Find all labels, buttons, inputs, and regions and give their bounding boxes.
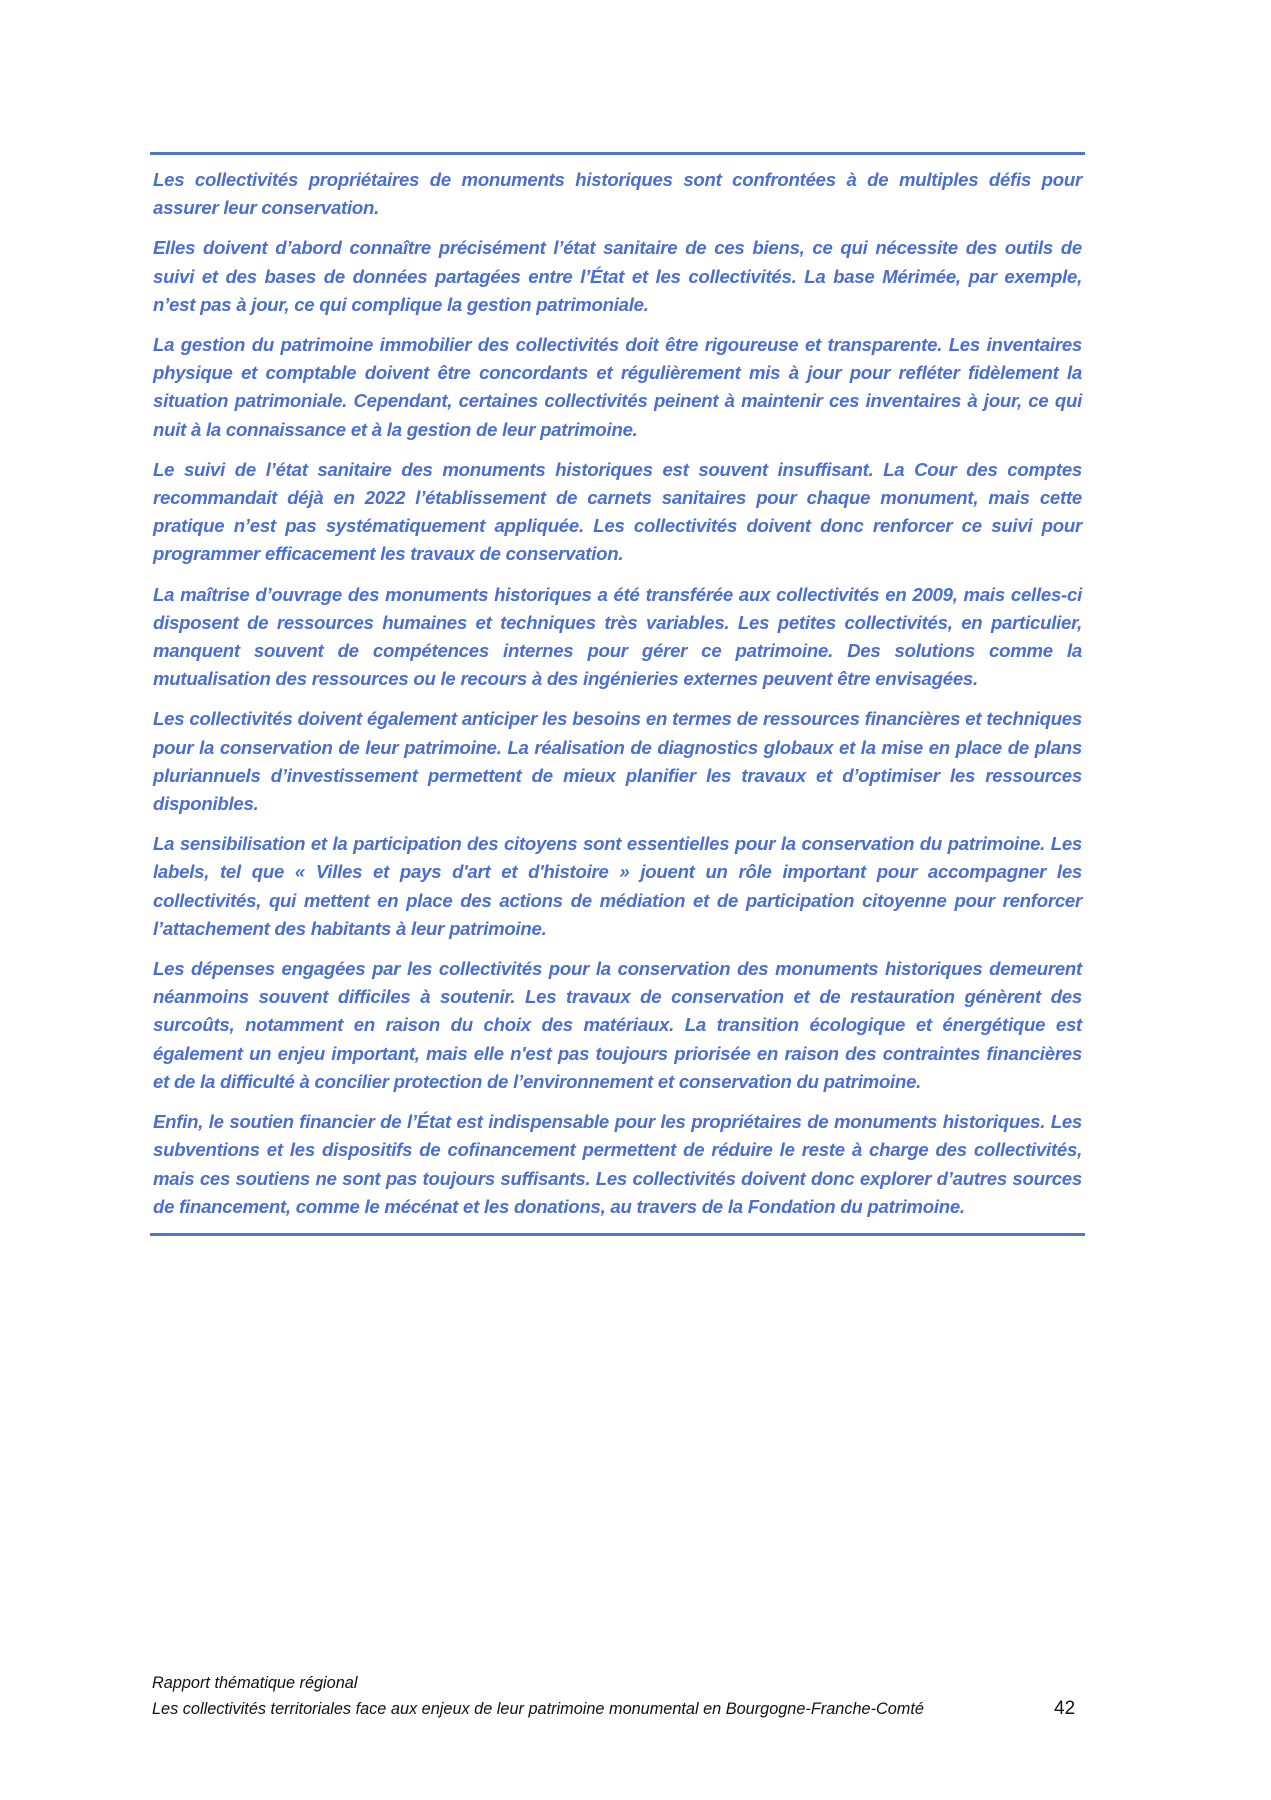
summary-paragraph-6: Les collectivités doivent également anticiper les besoins en termes de ressources financières et techniques pour la conservation de leur patrimoine. La réalisation de diagnostics globaux et la mise en place de plans pluriannuels d’investissement permettent de mieux planifier les travaux et d’optimiser les ressources disponibles.: [153, 708, 1082, 815]
summary-paragraph-4: Le suivi de l’état sanitaire des monuments historiques est souvent insuffisant. La Cour des comptes recommandait déjà en 2022 l’établissement de carnets sanitaires pour chaque monument, mais cette pratique n’est pas systématiquement appliquée. Les collectivités doivent donc renforcer ce suivi pour programmer efficacement les travaux de conservation.: [153, 458, 1082, 565]
summary-paragraph-5: La maîtrise d’ouvrage des monuments historiques a été transférée aux collectivités en 2009, mais celles-ci disposent de ressources humaines et techniques très variables. Les petites collectivités, en particulier, manquent souvent de compétences internes pour gérer ce patrimoine. Des solutions comme la mutualisation des ressources ou le recours à des ingénieries externes peuvent être envisagées.: [153, 583, 1082, 690]
summary-paragraph-8: Les dépenses engagées par les collectivités pour la conservation des monuments historiques demeurent néanmoins souvent difficiles à soutenir. Les travaux de conservation et de restauration génèrent des surcoûts, notamment en raison du choix des matériaux. La transition écologique et énergétique est également un enjeu important, mais elle n'est pas toujours priorisée en raison des contraintes financières et de la difficulté à concilier protection de l’environnement et conservation du patrimoine.: [153, 958, 1082, 1092]
footer-report-type: Rapport thématique régional: [152, 1674, 358, 1692]
summary-paragraph-3: La gestion du patrimoine immobilier des collectivités doit être rigoureuse et transparente. Les inventaires physique et comptable doivent être concordants et régulièrement mis à jour pour refléter fidèlement la situation patrimoniale. Cependant, certaines collectivités peinent à maintenir ces inventaires à jour, ce qui nuit à la connaissance et à la gestion de leur patrimoine.: [153, 334, 1082, 440]
page-footer: [152, 1670, 1082, 1722]
summary-paragraph-9: Enfin, le soutien financier de l’État est indispensable pour les propriétaires de monuments historiques. Les subventions et les dispositifs de cofinancement permettent de réduire le reste à charge des collectivités, mais ces soutiens ne sont pas toujours suffisants. Les collectivités doivent donc explorer d’autres sources de financement, comme le mécénat et les donations, au travers de la Fondation du patrimoine.: [153, 1111, 1082, 1217]
page-number: 42: [1054, 1698, 1076, 1719]
summary-box: [150, 152, 1085, 1236]
summary-paragraph-2: Elles doivent d’abord connaître précisément l’état sanitaire de ces biens, ce qui nécessite des outils de suivi et des bases de données partagées entre l’État et les collectivités. La base Mérimée, par exemple, n’est pas à jour, ce qui complique la gestion patrimoniale.: [153, 237, 1082, 315]
summary-paragraph-1: Les collectivités propriétaires de monuments historiques sont confrontées à de multiples défis pour assurer leur conservation.: [153, 169, 1082, 219]
footer-report-title: Les collectivités territoriales face aux enjeux de leur patrimoine monumental en Bourgogne-Franche-Comté: [152, 1700, 924, 1718]
summary-paragraph-7: La sensibilisation et la participation des citoyens sont essentielles pour la conservation du patrimoine. Les labels, tel que « Villes et pays d'art et d'histoire » jouent un rôle important pour accompagner les collectivités, qui mettent en place des actions de médiation et de participation citoyenne pour renforcer l’attachement des habitants à leur patrimoine.: [153, 833, 1082, 939]
